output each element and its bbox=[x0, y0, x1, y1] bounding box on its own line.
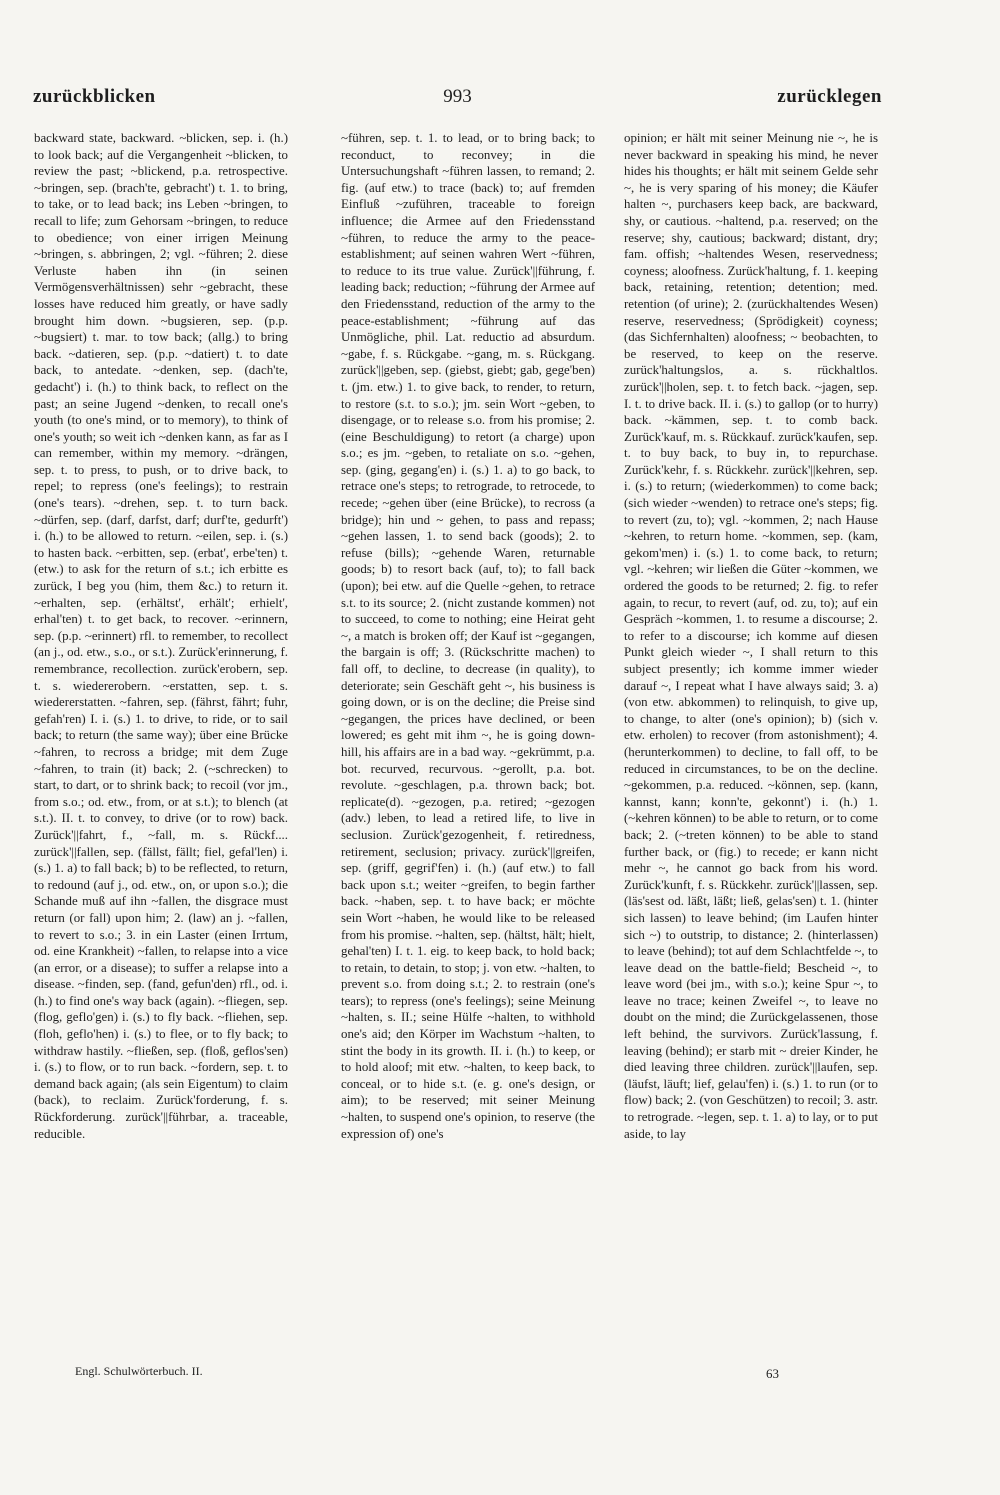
footer-signature: 63 bbox=[766, 1366, 779, 1381]
column-right-text: opinion; er hält mit seiner Meinung nie ~, he is never backward in speaking his mind, he never hides his thoughts; er hält mit seinem Gelde sehr ~, he is very sparing of his money; die Käufer halten ~, purchasers keep back, are backward, shy, or cautious. ~haltend, p.a. reserved; on the reserve; shy, cautious; backward; distant, dry; fam. offish; ~haltendes Wesen, reservedness; coyness; aloofness. Zurück'haltung, f. 1. keeping back, retaining, retention; detention; med. retention (of urine); 2. (zurückhaltendes Wesen) reserve, reservedness; (Sprödigkeit) coyness; (das Sichfernhalten) aloofness; ~ beobachten, to be reserved, to keep on the reserve. zurück'haltungslos, a. s. rückhaltlos. zurück'||holen, sep. t. to fetch back. ~jagen, sep. I. t. to drive back. II. i. (s.) to gallop (or to hurry) back. ~kämmen, sep. t. to comb back. Zurück'kauf, m. s. Rückkauf. zurück'kaufen, sep. t. to buy back, to buy in, to repurchase. Zurück'kehr, f. s. Rückkehr. zurück'||kehren, sep. i. (s.) to return; (wiederkommen) to come back; (sich wieder ~wenden) to retrace one's steps; fig. to revert (zu, to); vgl. ~kommen, 2; nach Hause ~kehren, to return home. ~kommen, sep. (kam, gekom'men) i. (s.) 1. to come back, to return; vgl. ~kehren; wir ließen die Güter ~kommen, we ordered the goods to be returned; 2. fig. to refer again, to recur, to revert (auf, od. zu, to); auf ein Gespräch ~kommen, 1. to resume a discourse; 2. to refer to a discourse; ich komme auf diesen Punkt gleich wieder ~, I shall return to this subject presently; ich komme immer wieder darauf ~, I repeat what I have always said; 3. a) (von etw. abkommen) to relinquish, to give up, to change, to alter (one's opinion); b) (sich v. etw. erholen) to recover (from astonishment); 4. (herunterkommen) to decline, to fall off, to be reduced in circumstances, to be on the decline. ~gekommen, p.a. reduced. ~können, sep. (kann, kannst, kann; konn'te, gekonnt') i. (h.) 1. (~kehren können) to be able to return, or to come back; 2. (~treten können) to be able to stand further back, or (fig.) to recede; er kann nicht mehr ~, he cannot go back from his word. Zurück'kunft, f. s. Rückkehr. zurück'||lassen, sep. (läs'sest od. läßt, läßt; ließ, gelas'sen) t. 1. (hinter sich lassen) to leave behind; (im Laufen hinter sich ~) to outstrip, to distance; 2. (hinterlassen) to leave (behind); tot auf dem Schlachtfelde ~, to leave dead on the battle-field; Bescheid ~, to leave word (bei jm., with s.o.); keine Spur ~, to leave no trace; keinen Zweifel ~, to leave no doubt on the mind; die Zurückgelassenen, those left behind, the survivors. Zurück'lassung, f. leaving (behind); er starb mit ~ dreier Kinder, he died leaving three children. zurück'||laufen, sep. (läufst, läuft; lief, gelau'fen) i. (s.) 1. to run (or to flow) back; 2. (von Geschützen) to recoil; 3. astr. to retrograde. ~legen, sep. t. 1. a) to lay, or to put aside, to lay bbox=[624, 131, 878, 1141]
column-left bbox=[34, 130, 288, 1142]
footer-source: Engl. Schulwörterbuch. II. bbox=[75, 1364, 203, 1378]
page-number: 993 bbox=[443, 86, 472, 107]
column-middle bbox=[341, 130, 595, 1142]
page-header bbox=[33, 86, 882, 112]
column-middle-text: ~führen, sep. t. 1. to lead, or to bring back; to reconduct, to reconvey; in die Untersuchungshaft ~führen lassen, to remand; 2. fig. (auf etw.) to trace (back) to; auf fremden Einfluß ~zuführen, traceable to foreign influence; die Armee auf den Friedensstand ~führen, to reduce the army to the peace-establishment; auf seinen wahren Wert ~führen, to reduce to its true value. Zurück'||führung, f. leading back; reduction; ~führung der Armee auf den Friedensstand, reduction of the army to the peace-establishment; ~führung auf das Unmögliche, phil. Lat. reductio ad absurdum. ~gabe, f. s. Rückgabe. ~gang, m. s. Rückgang. zurück'||geben, sep. (giebst, giebt; gab, gege'ben) t. (jm. etw.) 1. to give back, to render, to return, to restore (s.t. to s.o.); jm. sein Wort ~geben, to disengage, or to release s.o. from his promise; 2. (eine Beschuldigung) to retort (a charge) upon s.o.; es jm. ~geben, to retaliate on s.o. ~gehen, sep. (ging, gegang'en) i. (s.) 1. a) to go back, to retrace one's steps; to retrograde, to retrocede, to recede; ~gehen über (eine Brücke), to recross (a bridge); hin und ~ gehen, to pass and repass; ~gehen lassen, 1. to send back (goods); 2. to refuse (bills); ~gehende Waren, returnable goods; b) to resort back (auf, to); to fall back (upon); bei etw. auf die Quelle ~gehen, to retrace s.t. to its source; 2. (nicht zustande kommen) not to succeed, to come to nothing; eine Heirat geht ~, a match is broken off; der Kauf ist ~gegangen, the bargain is off; 3. (Rückschritte machen) to fall off, to decline, to decrease (in quality), to deteriorate; sein Geschäft geht ~, his business is going down, or is on the decline; die Preise sind ~gegangen, the prices have declined, or been lowered; es geht mit ihm ~, he is going down-hill, his affairs are in a bad way. ~gekrümmt, p.a. bot. recurved, recurvous. ~gerollt, p.a. bot. revolute. ~geschlagen, p.a. thrown back; bot. replicate(d). ~gezogen, p.a. retired; ~gezogen (adv.) leben, to lead a retired life, to live in seclusion. Zurück'gezogenheit, f. retiredness, retirement, seclusion; privacy. zurück'||greifen, sep. (griff, gegrif'fen) i. (h.) (auf etw.) to fall back upon s.t.; weiter ~greifen, to begin farther back. ~haben, sep. t. to have back; er möchte sein Wort ~haben, he would like to be released from his promise. ~halten, sep. (hältst, hält; hielt, gehal'ten) I. t. 1. eig. to keep back, to hold back; to retain, to detain, to stop; j. von etw. ~halten, to prevent s.o. from doing s.t.; 2. to restrain (one's tears); to repress (one's feelings); seine Meinung ~halten, s. II.; seine Hülfe ~halten, to withhold one's aid; den Körper im Wachstum ~halten, to stint the body in its growth. II. i. (h.) to keep, or to hold aloof; mit etw. ~halten, to keep back, to conceal, or to hide s.t. (e. g. one's design, or aim); to be reserved; mit seiner Meinung ~halten, to suspend one's opinion, to reserve (the expression of) one's bbox=[341, 131, 595, 1141]
column-right bbox=[624, 130, 878, 1142]
right-running-headword: zurücklegen bbox=[777, 86, 882, 107]
column-left-text: backward state, backward. ~blicken, sep. i. (h.) to look back; auf die Vergangenheit ~blicken, to review the past; ~blickend, p.a. retrospective. ~bringen, sep. (brach'te, gebracht') t. 1. to bring, to take, or to lead back; ins Leben ~bringen, to recall to life; zum Gehorsam ~bringen, to reduce to obedience; von einer irrigen Meinung ~bringen, s. abbringen, 2; vgl. ~führen; 2. diese Verluste haben ihn (in seinen Vermögensverhältnissen) sehr ~gebracht, these losses have reduced him greatly, or have sadly brought him down. ~bugsieren, sep. (p.p. ~bugsiert) t. mar. to tow back; (allg.) to bring back. ~datieren, sep. (p.p. ~datiert) t. to date back, to antedate. ~denken, sep. (dach'te, gedacht') i. (h.) to think back, to reflect on the past; an seine Jugend ~denken, to recall one's youth (to one's mind, or to memory), to think of one's youth; so weit ich ~denken kann, as far as I can remember, within my memory. ~drängen, sep. t. to press, to push, or to drive back, to repel; to repress (one's feelings); to restrain (one's tears). ~drehen, sep. t. to turn back. ~dürfen, sep. (darf, darfst, darf; durf'te, gedurft') i. (h.) to be allowed to return. ~eilen, sep. i. (s.) to hasten back. ~erbitten, sep. (erbat', erbe'ten) t. (etw.) to ask for the return of s.t.; ich erbitte es zurück, I beg you (him, them &c.) to return it. ~erhalten, sep. (erhältst', erhält'; erhielt', erhal'ten) t. to get back, to recover. ~erinnern, sep. (p.p. ~erinnert) rfl. to remember, to recollect (an j., od. etw., s.o., or s.t.). Zurück'erinnerung, f. remembrance, recollection. zurück'erobern, sep. t. s. wiedererobern. ~erstatten, sep. t. s. wiedererstatten. ~fahren, sep. (fährst, fährt; fuhr, gefah'ren) I. i. (s.) 1. to drive, to ride, or to sail back; to return (the same way); über eine Brücke ~fahren, to recross a bridge; mit dem Zuge ~fahren, to train (it) back; 2. (~schrecken) to start, to dart, or to shrink back; to recoil (vor jm., from s.o.; od. etw., from, or at s.t.); to blench (at s.t.). II. t. to convey, to drive (or to row) back. Zurück'||fahrt, f., ~fall, m. s. Rückf.... zurück'||fallen, sep. (fällst, fällt; fiel, gefal'len) i. (s.) 1. a) to fall back; b) to be reflected, to return, to redound (auf j., od. etw., on, or upon s.o.); die Schande muß auf ihn ~fallen, the disgrace must return (or fall) upon him; 2. (law) an j. ~fallen, to revert to s.o.; 3. in ein Laster (einen Irrtum, od. eine Krankheit) ~fallen, to relapse into a vice (an error, or a disease); to suffer a relapse into a disease. ~finden, sep. (fand, gefun'den) rfl., od. i. (h.) to find one's way back (again). ~fliegen, sep. (flog, geflo'gen) i. (s.) to fly back. ~fliehen, sep. (floh, geflo'hen) i. (s.) to flee, or to fly back; to withdraw hastily. ~fließen, sep. (floß, geflos'sen) i. (s.) to flow, or to run back. ~fordern, sep. t. to demand back again; (als sein Eigentum) to claim (back), to reclaim. Zurück'forderung, f. s. Rückforderung. zurück'||führbar, a. traceable, reducible. bbox=[34, 131, 288, 1141]
left-running-headword: zurückblicken bbox=[33, 86, 156, 107]
